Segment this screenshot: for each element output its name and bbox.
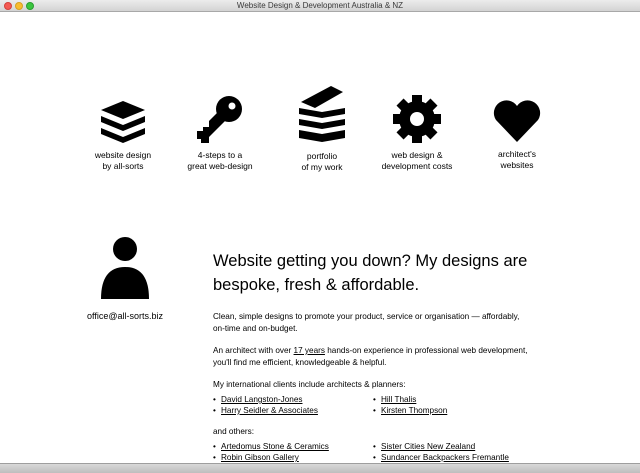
client-link[interactable]: Harry Seidler & Associates — [221, 406, 318, 415]
client-link[interactable]: Sister Cities New Zealand — [381, 442, 476, 451]
list-item — [373, 405, 533, 416]
stack-icon — [99, 101, 147, 143]
contact-block — [80, 237, 170, 321]
experience-paragraph: An architect with over 17 years hands-on experience in professional web development, you'll find me efficient, knowledgeable & helpful. — [213, 346, 528, 367]
nav-item-website-design[interactable] — [78, 101, 168, 172]
list-item — [373, 452, 533, 463]
client-link[interactable]: Hill Thalis — [381, 395, 417, 404]
headline: Website getting you down? My designs are bespoke, fresh & affordable. — [213, 252, 528, 294]
years-link[interactable]: 17 years — [293, 346, 325, 355]
nav-label: 4-steps to a great web-design — [187, 150, 253, 171]
gear-icon — [393, 95, 441, 143]
heart-icon — [493, 100, 541, 142]
clients-column-right — [373, 394, 533, 416]
others-list — [213, 441, 533, 463]
client-link[interactable]: Sundancer Backpackers Fremantle — [381, 453, 509, 462]
nav-label: portfolio of my work — [301, 151, 343, 172]
list-item — [213, 441, 373, 452]
email-link[interactable]: office@all-sorts.biz — [87, 311, 163, 321]
list-item — [373, 394, 533, 405]
nav-item-4-steps[interactable] — [175, 95, 265, 172]
nav-item-portfolio[interactable] — [277, 86, 367, 173]
nav-item-costs[interactable] — [372, 95, 462, 172]
nav-label: web design & development costs — [381, 150, 453, 171]
others-column-right — [373, 441, 533, 463]
window-bottom-bar — [0, 463, 640, 473]
portfolio-box-icon — [297, 86, 347, 144]
window-title: Website Design & Development Australia & NZ — [236, 1, 404, 10]
clients-intro: My international clients include architects & planners: — [213, 380, 406, 389]
client-link[interactable]: David Langston-Jones — [221, 395, 303, 404]
others-column-left — [213, 441, 373, 463]
list-item — [213, 394, 373, 405]
others-intro: and others: — [213, 427, 254, 436]
list-item — [213, 452, 373, 463]
window-titlebar — [0, 0, 640, 12]
client-link[interactable]: Artedomus Stone & Ceramics — [221, 442, 329, 451]
clients-column-left — [213, 394, 373, 416]
nav-item-architects[interactable] — [472, 100, 562, 171]
clients-list — [213, 394, 533, 416]
nav-label: architect's websites — [498, 149, 536, 170]
client-link[interactable]: Kirsten Thompson — [381, 406, 448, 415]
main-text — [213, 249, 533, 463]
nav-label: website design by all-sorts — [94, 150, 152, 171]
page-content — [0, 13, 640, 463]
key-icon — [195, 95, 245, 143]
list-item — [373, 441, 533, 452]
list-item — [213, 405, 373, 416]
intro-paragraph: Clean, simple designs to promote your product, service or organisation — affordably, on-time and on-budget. — [213, 312, 520, 333]
person-icon — [99, 237, 151, 303]
client-link[interactable]: Robin Gibson Gallery — [221, 453, 299, 462]
